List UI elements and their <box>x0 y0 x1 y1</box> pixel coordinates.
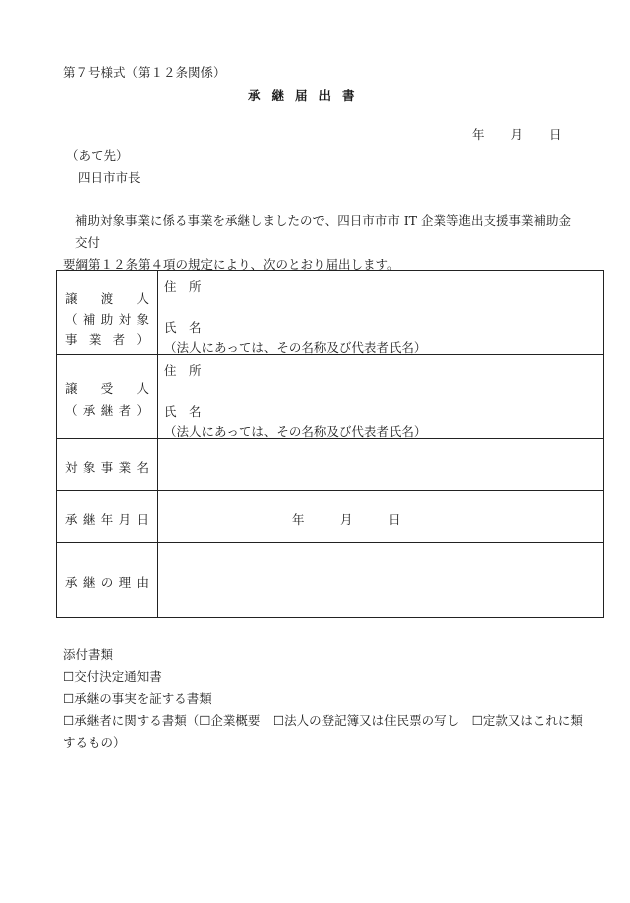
body-line-2: 要綱第１２条第４項の規定により、次のとおり届出します。 <box>63 257 400 272</box>
addressee-label: （あて先） <box>66 148 129 163</box>
succession-date-value-cell[interactable] <box>158 491 604 543</box>
transferee-label-line2: （ 承 継 者 ） <box>65 403 149 418</box>
body-text <box>63 210 583 276</box>
transferor-label-line3: 事 業 者 ） <box>65 332 149 347</box>
succession-date-row <box>57 491 604 543</box>
attachment-item-3-cont: するもの） <box>63 735 126 750</box>
addressee-name: 四日市市長 <box>78 170 141 185</box>
reason-label-cell <box>57 543 158 618</box>
transferor-address-label: 住 所 <box>164 279 202 294</box>
reason-row <box>57 543 604 618</box>
project-name-value-cell[interactable] <box>158 439 604 491</box>
date-year: 年 <box>472 127 485 142</box>
form-number: 第７号様式（第１２条関係） <box>63 65 226 80</box>
transferee-note: （法人にあっては、その名称及び代表者氏名） <box>164 424 427 439</box>
transferor-row <box>57 271 604 355</box>
project-name-label-cell <box>57 439 158 491</box>
attachment-item-2[interactable]: ☐承継の事実を証する書類 <box>63 691 212 706</box>
succession-date-label: 承 継 年 月 日 <box>65 512 149 527</box>
reason-label: 承 継 の 理 由 <box>65 575 149 590</box>
transferee-label-cell <box>57 355 158 439</box>
notification-table <box>56 270 604 618</box>
date-month: 月 <box>510 127 524 142</box>
transferor-label-line1: 譲 渡 人 <box>65 291 149 306</box>
transferor-note: （法人にあっては、その名称及び代表者氏名） <box>164 340 427 355</box>
attachments-section <box>63 644 583 754</box>
transferor-label-line2: （ 補 助 対 象 <box>65 312 149 327</box>
attachments-heading: 添付書類 <box>63 647 114 662</box>
document-title: 承継届出書 <box>248 88 366 103</box>
succession-date-label-cell <box>57 491 158 543</box>
transferor-label-cell <box>57 271 158 355</box>
transferee-label-line1: 譲 受 人 <box>65 381 149 396</box>
body-line-1: 補助対象事業に係る事業を承継しましたので、四日市市市 IT 企業等進出支援事業補助金交付 <box>75 213 571 250</box>
succession-date-day: 日 <box>388 512 401 527</box>
transferor-value-cell[interactable] <box>158 271 604 355</box>
transferee-value-cell[interactable] <box>158 355 604 439</box>
transferee-row <box>57 355 604 439</box>
succession-date-month: 月 <box>340 512 353 527</box>
date-day: 日 <box>549 127 562 142</box>
reason-value-cell[interactable] <box>158 543 604 618</box>
transferee-name-label: 氏 名 <box>164 404 202 419</box>
attachment-item-1[interactable]: ☐交付決定通知書 <box>63 669 162 684</box>
succession-date-year: 年 <box>292 512 305 527</box>
date-line <box>472 129 562 142</box>
project-name-label: 対 象 事 業 名 <box>65 460 149 475</box>
transferee-address-label: 住 所 <box>164 363 202 378</box>
transferor-name-label: 氏 名 <box>164 320 202 335</box>
project-name-row <box>57 439 604 491</box>
attachment-item-3[interactable]: ☐承継者に関する書類（☐企業概要 ☐法人の登記簿又は住民票の写し ☐定款又はこれに類 <box>63 713 583 728</box>
